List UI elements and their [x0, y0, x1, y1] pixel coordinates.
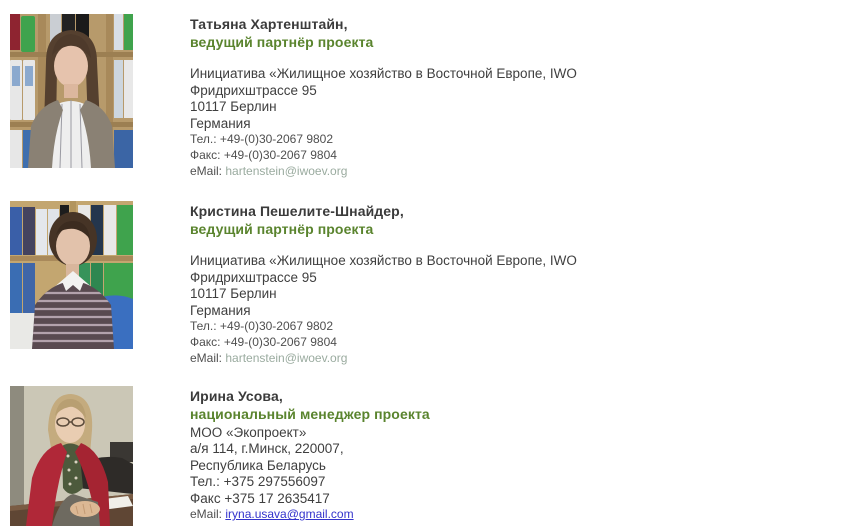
- contact-address: [190, 66, 577, 132]
- fax-line: Факс: +49-(0)30-2067 9804: [190, 335, 337, 350]
- contact-name: Кристина Пешелите-Шнайдер,: [190, 203, 404, 220]
- address-line: 10117 Берлин: [190, 99, 277, 114]
- address-line: МОО «Экопроект»: [190, 424, 307, 440]
- email-label: eMail:: [190, 507, 223, 522]
- email-label: eMail:: [190, 350, 223, 365]
- email-link[interactable]: hartenstein@iwoev.org: [225, 350, 348, 365]
- contact-info: [190, 386, 430, 523]
- address-line: Республика Беларусь: [190, 457, 326, 473]
- contact-role: ведущий партнёр проекта: [190, 221, 374, 238]
- contact-address: [190, 425, 430, 475]
- contact-photo-peschelite: [10, 201, 133, 349]
- contact-photo-usova: [10, 386, 133, 526]
- contact-phone-block: [190, 319, 577, 366]
- address-line: 10117 Берлин: [190, 286, 277, 302]
- address-line: Фридрихштрассе 95: [190, 269, 317, 285]
- address-line: а/я 114, г.Минск, 220007,: [190, 441, 344, 457]
- address-line: Инициатива «Жилищное хозяйство в Восточной Европе, IWO: [190, 253, 577, 269]
- contact-info: [190, 201, 577, 366]
- contact-phone-block: [190, 132, 577, 179]
- contact-name: Ирина Усова,: [190, 387, 283, 404]
- email-link[interactable]: hartenstein@iwoev.org: [225, 163, 348, 178]
- contact-card-peschelite: [10, 201, 845, 366]
- email-label: eMail:: [190, 163, 223, 178]
- email-line: [190, 164, 577, 180]
- email-link[interactable]: iryna.usava@gmail.com: [225, 507, 354, 522]
- contact-name: Татьяна Хартенштайн,: [190, 16, 348, 32]
- contact-role: ведущий партнёр проекта: [190, 34, 374, 50]
- contact-card-usova: [10, 386, 845, 526]
- contact-card-hartenstein: [10, 14, 845, 179]
- contact-phone-block: [190, 474, 430, 523]
- address-line: Инициатива «Жилищное хозяйство в Восточной Европе, IWO: [190, 66, 577, 81]
- contact-photo-hartenstein: [10, 14, 133, 168]
- address-line: Фридрихштрассе 95: [190, 82, 317, 98]
- address-line: Германия: [190, 115, 251, 131]
- fax-line: Факс +375 17 2635417: [190, 490, 330, 506]
- email-line: [190, 351, 577, 367]
- tel-line: Тел.: +49-(0)30-2067 9802: [190, 132, 334, 146]
- tel-line: Тел.: +49-(0)30-2067 9802: [190, 319, 334, 334]
- email-line: [190, 507, 430, 523]
- contact-address: [190, 253, 577, 319]
- tel-line: Тел.: +375 297556097: [190, 474, 326, 490]
- contact-info: [190, 14, 577, 179]
- fax-line: Факс: +49-(0)30-2067 9804: [190, 147, 337, 162]
- address-line: Германия: [190, 302, 251, 318]
- contact-role: национальный менеджер проекта: [190, 405, 430, 422]
